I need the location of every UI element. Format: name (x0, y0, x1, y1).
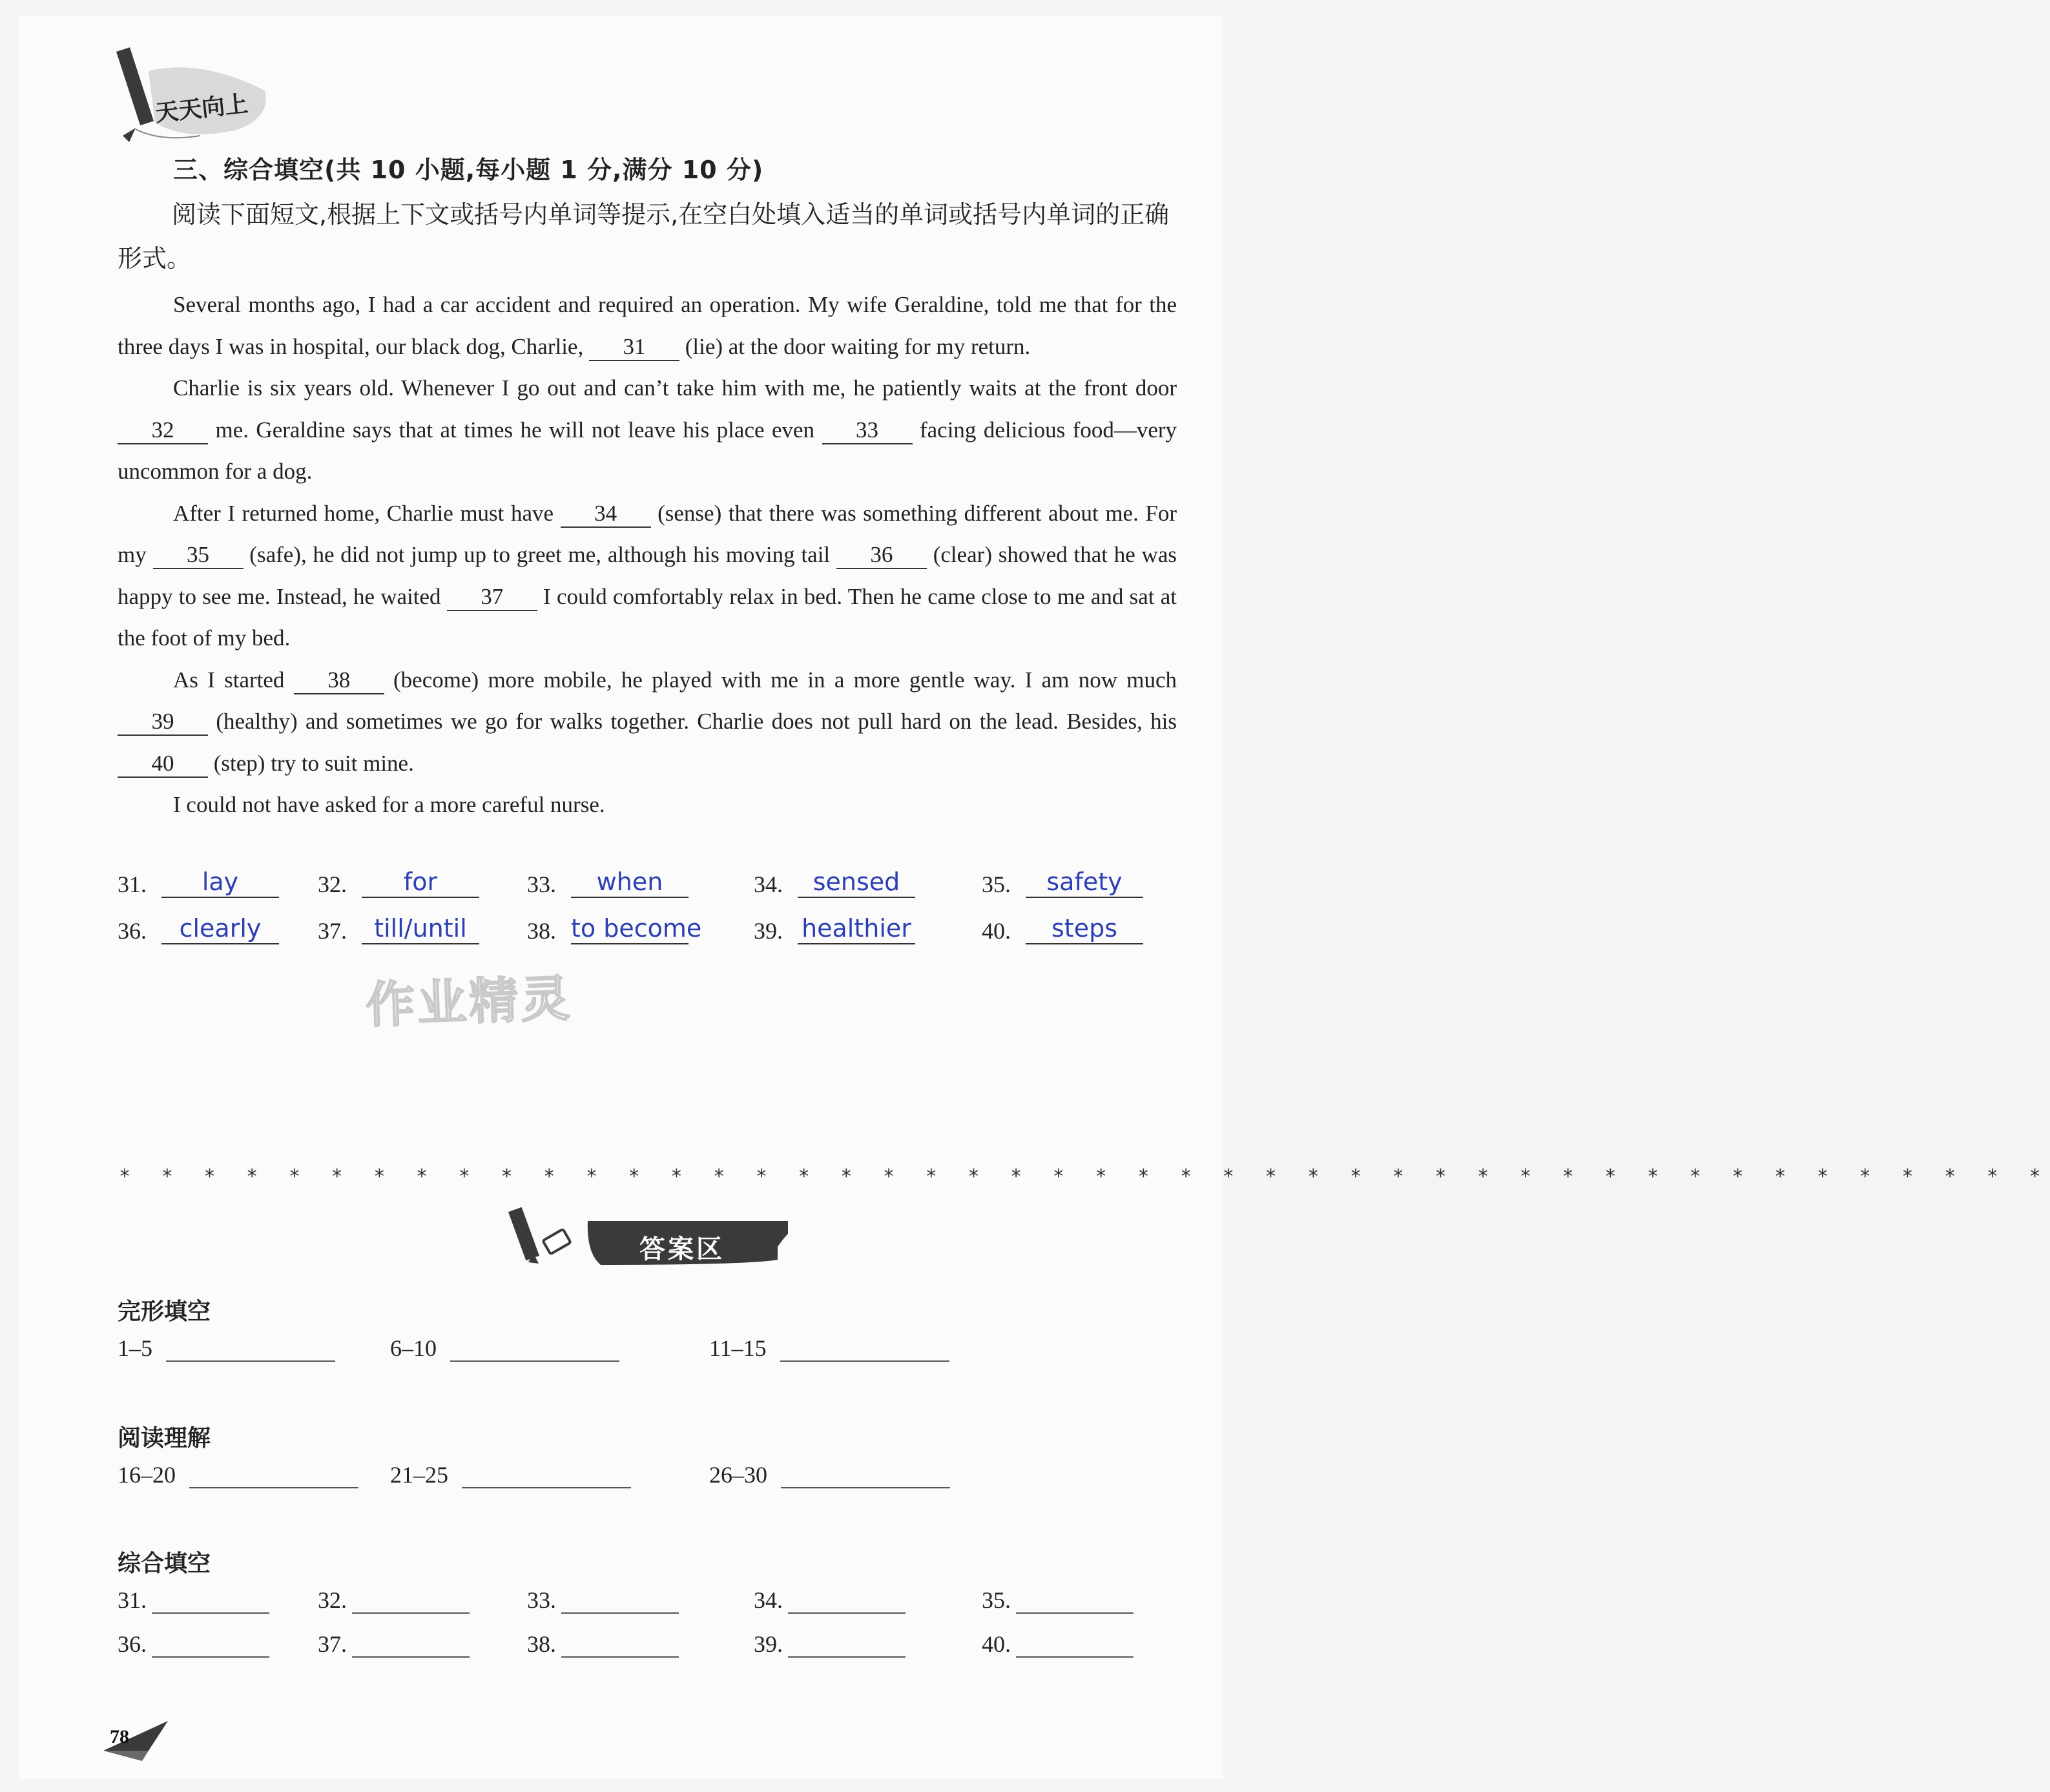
range-label: 26–30 (709, 1462, 767, 1488)
answer-line[interactable] (561, 1656, 679, 1658)
passage-text: (clear) showed that he was happy to see me. Instead, he waited (118, 542, 1177, 609)
reading-row (390, 1461, 631, 1488)
reading-heading: 阅读理解 (118, 1425, 211, 1452)
fill-item: 39. (754, 1631, 906, 1658)
answer-36: 36. clearly (118, 913, 279, 944)
answer-value: healthier (798, 913, 915, 944)
fill-item: 32. (318, 1587, 470, 1614)
passage-text: (safe), he did not jump up to greet me, although his moving tail (249, 542, 831, 567)
paragraph-5: I could not have asked for a more careful nurse. (173, 792, 605, 817)
answer-value: clearly (161, 913, 279, 944)
fill-item: 40. (982, 1631, 1134, 1658)
fill-item: 31. (118, 1587, 269, 1614)
reading-row (709, 1461, 950, 1488)
blank-40: 40 (118, 751, 208, 778)
answer-value: lay (161, 867, 279, 898)
answer-line[interactable] (462, 1487, 631, 1488)
answer-37: 37. till/until (318, 913, 479, 944)
passage-text: (sense) that there was something different about me. For my (118, 500, 1177, 567)
range-label: 6–10 (390, 1335, 437, 1361)
fill-item: 34. (754, 1587, 906, 1614)
answer-34: 34. sensed (754, 867, 915, 898)
blank-34: 34 (561, 501, 651, 528)
blank-35: 35 (153, 542, 243, 569)
answer-value: when (571, 867, 689, 898)
section-title: 三、综合填空(共 10 小题,每小题 1 分,满分 10 分) (173, 156, 764, 184)
paragraph-3 (118, 493, 1177, 660)
reading-row (118, 1461, 358, 1488)
passage-text: I could comfortably relax in bed. Then he came close to me and sat at the foot of my bed. (118, 583, 1177, 651)
paragraph-1 (118, 284, 1177, 368)
passage (118, 284, 1177, 826)
fill-item: 37. (318, 1631, 470, 1658)
answer-line[interactable] (152, 1612, 269, 1614)
star-divider: * * * * * * * * * * * * * * * * * * * * * * * * * * * * * * * * * * * * * * * * * * * * * * (119, 1165, 2050, 1188)
blank-38: 38 (294, 667, 384, 694)
cloze-row (390, 1335, 619, 1362)
passage-text: (step) try to suit mine. (213, 750, 414, 776)
paragraph-4 (118, 660, 1177, 785)
passage-text: (become) more mobile, he played with me in a more gentle way. I am now much (393, 667, 1177, 693)
fill-item: 38. (527, 1631, 679, 1658)
logo-text: 天天向上 (154, 90, 250, 127)
cloze-row (118, 1335, 335, 1362)
answer-38: 38. to become (527, 914, 702, 944)
passage-text: As I started (173, 667, 285, 693)
answer-line[interactable] (788, 1656, 906, 1658)
blank-36: 36 (836, 542, 927, 569)
instruction-text: 阅读下面短文,根据上下文或括号内单词等提示,在空白处填入适当的单词或括号内单词的正确形式。 (118, 200, 1170, 273)
range-label: 21–25 (390, 1462, 448, 1488)
answer-value: safety (1026, 867, 1143, 898)
blank-32: 32 (118, 417, 208, 444)
answer-line[interactable] (152, 1656, 269, 1658)
answer-line[interactable] (1016, 1612, 1134, 1614)
passage-text: Charlie is six years old. Whenever I go out and can’t take him with me, he patiently waits at the front door (173, 375, 1177, 401)
passage-text: After I returned home, Charlie must have (173, 500, 554, 526)
cloze-heading: 完形填空 (118, 1298, 211, 1325)
blank-39: 39 (118, 709, 208, 736)
watermark: 作业精灵 (364, 969, 574, 1034)
blank-37: 37 (447, 584, 537, 611)
fill-item: 33. (527, 1587, 679, 1614)
passage-text: Several months ago, I had a car accident and required an operation. My wife Geraldine, told me that for the three days I was in hospital, our black dog, Charlie, (118, 292, 1177, 359)
range-label: 11–15 (709, 1335, 767, 1361)
answer-value: to become (571, 913, 689, 944)
fill-item: 36. (118, 1631, 269, 1658)
answer-31: 31. lay (118, 867, 279, 898)
passage-text: (lie) at the door waiting for my return. (685, 333, 1031, 359)
passage-text: me. Geraldine says that at times he will not leave his place even (215, 417, 815, 443)
pencil-eraser-icon (508, 1207, 571, 1264)
blank-33: 33 (822, 417, 913, 444)
fill-heading: 综合填空 (118, 1550, 211, 1577)
answer-line[interactable] (781, 1487, 950, 1488)
answer-area-title: 答案区 (639, 1235, 725, 1264)
answer-line[interactable] (788, 1612, 906, 1614)
answer-value: steps (1026, 913, 1143, 944)
answer-value: sensed (798, 867, 915, 898)
blank-31: 31 (589, 334, 679, 361)
cloze-row (709, 1335, 949, 1362)
answer-line[interactable] (166, 1360, 335, 1362)
range-label: 16–20 (118, 1462, 176, 1488)
answer-39: 39. healthier (754, 913, 915, 944)
range-label: 1–5 (118, 1335, 152, 1361)
page-number: 78 (110, 1726, 129, 1747)
answer-line[interactable] (561, 1612, 679, 1614)
answer-32: 32. for (318, 867, 479, 898)
answer-35: 35. safety (982, 867, 1143, 898)
answer-line[interactable] (1016, 1656, 1134, 1658)
answer-value: for (362, 867, 479, 898)
answer-value: till/until (362, 913, 479, 944)
answer-line[interactable] (780, 1360, 949, 1362)
paragraph-2 (118, 368, 1177, 493)
answer-line[interactable] (450, 1360, 619, 1362)
answer-line[interactable] (352, 1612, 470, 1614)
answer-33: 33. when (527, 867, 689, 898)
passage-text: (healthy) and sometimes we go for walks together. Charlie does not pull hard on the lead. Besides, his (216, 709, 1177, 734)
passage-text: facing delicious food—very uncommon for a dog. (118, 417, 1177, 484)
answer-line[interactable] (189, 1487, 358, 1488)
answer-line[interactable] (352, 1656, 470, 1658)
fill-item: 35. (982, 1587, 1134, 1614)
answer-40: 40. steps (982, 913, 1143, 944)
